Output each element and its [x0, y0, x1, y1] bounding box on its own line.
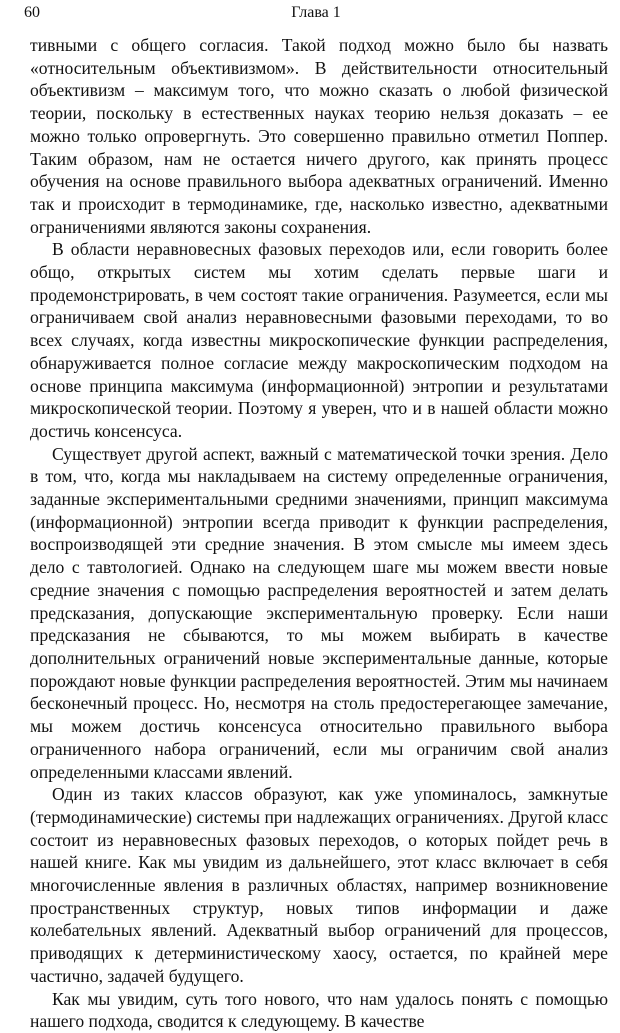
paragraph-4: Один из таких классов образуют, как уже упоминалось, замкнутые (термодинамические) системы при надлежащих ограничениях. Другой класс состоит из неравновесных фазовых переходов, о которых пойдет речь в нашей книге. Как мы увидим из дальнейшего, этот класс включает в себя многочисленные явления в различных областях, например возникновение пространственных структур, новых типов информации и даже колебательных явлений. Адекватный выбор ограничений для процессов, приводящих к детерминистическому хаосу, остается, по крайней мере частично, задачей будущего. [30, 784, 608, 986]
body-text [30, 34, 608, 1033]
page-number: 60 [24, 4, 40, 21]
chapter-title: Глава 1 [291, 4, 341, 21]
paragraph-3: Существует другой аспект, важный с математической точки зрения. Дело в том, что, когда мы накладываем на систему определенные ограничения, заданные экспериментальными средними значениями, принцип максимума (информационной) энтропии всегда приводит к функции распределения, воспроизводящей эти средние значения. В этом смысле мы имеем здесь дело с тавтологией. Однако на следующем шаге мы можем ввести новые средние значения с помощью распределения вероятностей и затем делать предсказания, допускающие экспериментальную проверку. Если наши предсказания не сбываются, то мы можем выбирать в качестве дополнительных ограничений новые экспериментальные данные, которые порождают новые функции распределения вероятностей. Этим мы начинаем бесконечный процесс. Но, несмотря на столь предостерегающее замечание, мы можем достичь консенсуса относительно правильного выбора ограниченного набора ограничений, если мы ограничим свой анализ определенными классами явлений. [30, 443, 608, 782]
running-head [24, 2, 608, 24]
paragraph-2: В области неравновесных фазовых переходов или, если говорить более общо, открытых систем мы хотим сделать первые шаги и продемонстрировать, в чем состоят такие ограничения. Разумеется, если мы ограничиваем свой анализ неравновесными фазовыми переходами, то во всех случаях, когда известны микроскопические функции распределения, обнаруживается полное согласие между макроскопическим подходом на основе принципа максимума (информационной) энтропии и результатами микроскопической теории. Поэтому я уверен, что и в нашей области можно достичь консенсуса. [30, 239, 608, 441]
paragraph-5: Как мы увидим, суть того нового, что нам удалось понять с помощью нашего подхода, сводится к следующему. В качестве [30, 988, 608, 1032]
paragraph-1: тивными с общего согласия. Такой подход можно было бы назвать «относительным объективизмом». В действительности относительный объективизм – максимум того, что можно сказать о любой физической теории, поскольку в естественных науках теорию нельзя доказать – ее можно только опровергнуть. Это совершенно правильно отметил Поппер. Таким образом, нам не остается ничего другого, как принять процесс обучения на основе правильного выбора адекватных ограничений. Именно так и происходит в термодинамике, где, насколько известно, адекватными ограничениями являются законы сохранения. [30, 35, 608, 237]
